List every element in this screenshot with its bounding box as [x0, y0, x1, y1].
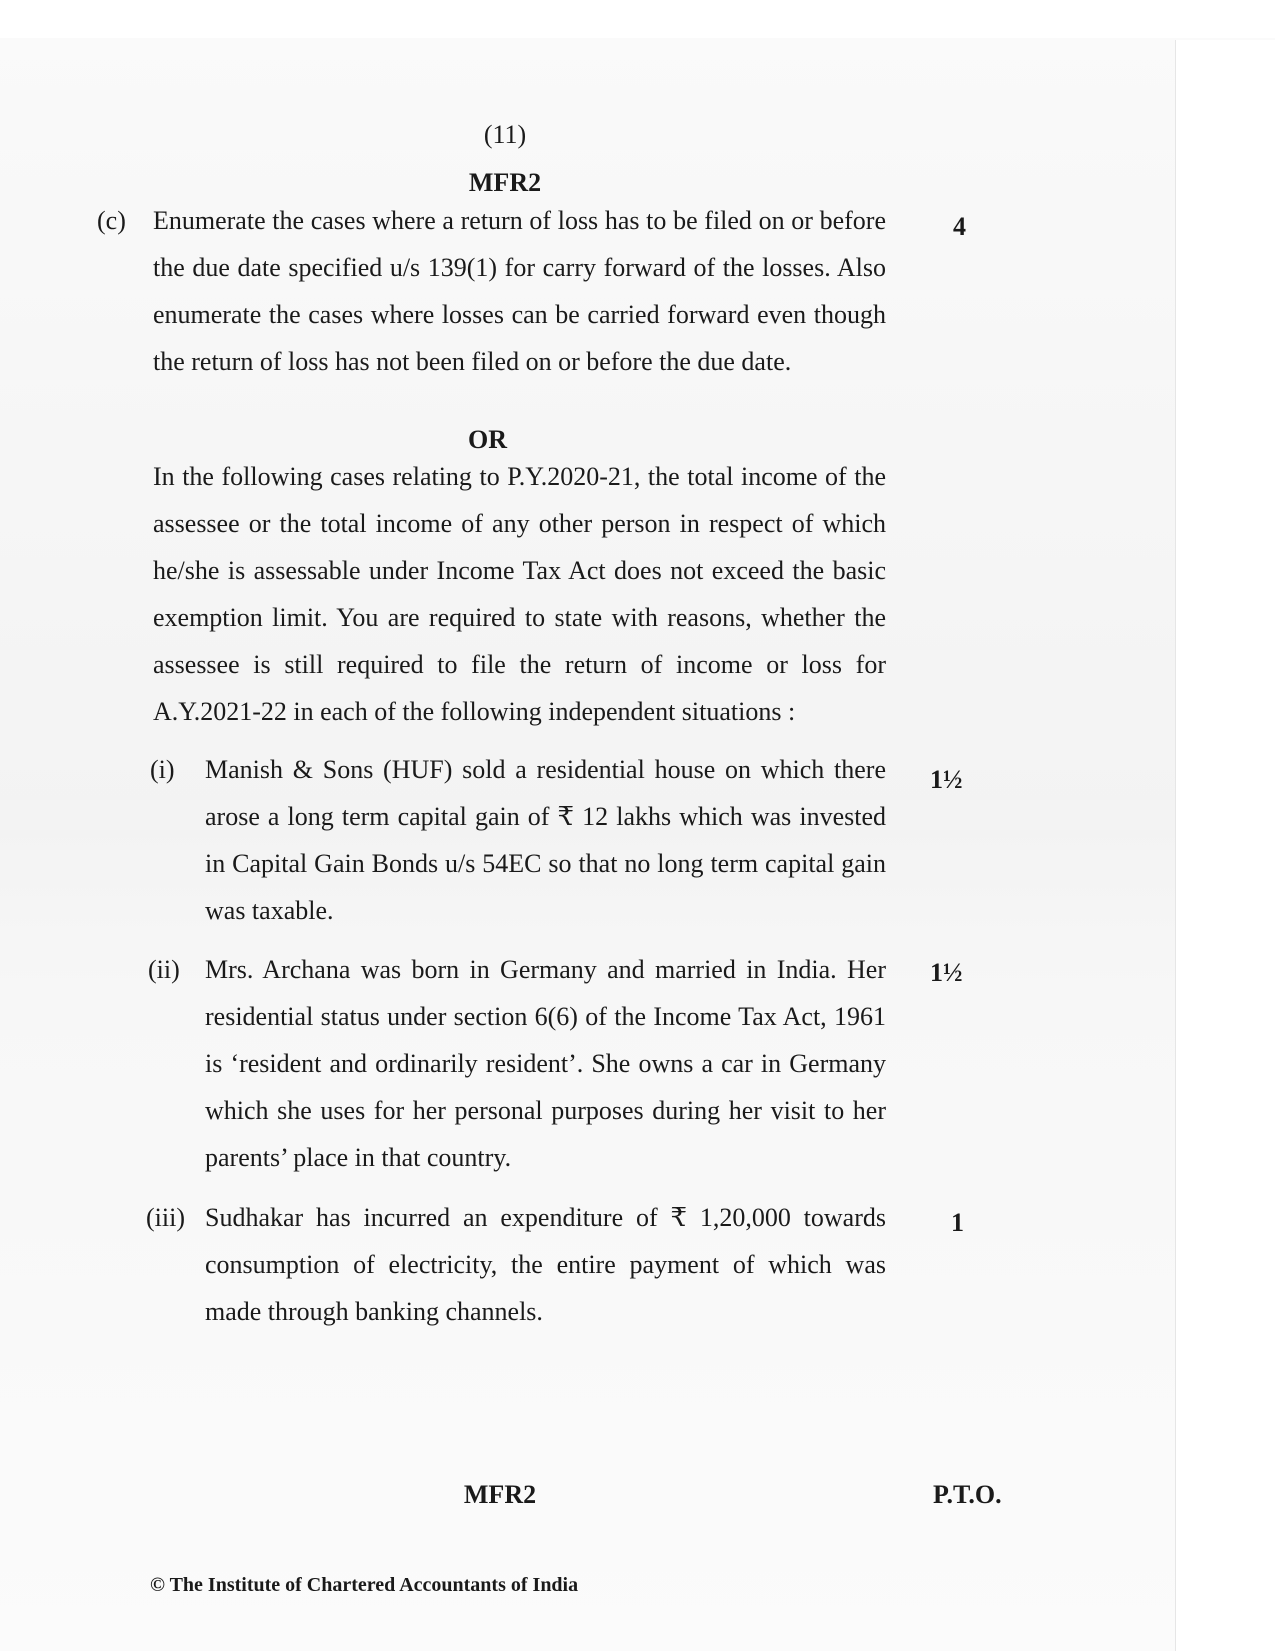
- alternative-line-2: assessee or the total income of any other person in respect of which: [153, 509, 886, 538]
- subquestion-iii-line-3: made through banking channels.: [205, 1297, 543, 1326]
- subquestion-iii-line-1: Sudhakar has incurred an expenditure of ₹ 1,20,000 towards: [205, 1203, 886, 1232]
- subquestion-ii-marks: 1½: [930, 958, 963, 987]
- subquestion-ii-label: (ii): [148, 955, 180, 984]
- question-c-marks: 4: [953, 212, 966, 241]
- alternative-line-1: In the following cases relating to P.Y.2020-21, the total income of the: [153, 462, 886, 491]
- page-number: (11): [483, 120, 527, 149]
- subquestion-i-line-3: in Capital Gain Bonds u/s 54EC so that no long term capital gain: [205, 849, 886, 878]
- alternative-line-3: he/she is assessable under Income Tax Act does not exceed the basic: [153, 556, 886, 585]
- top-margin-strip: [0, 0, 1275, 38]
- subquestion-iii-marks: 1: [951, 1208, 964, 1237]
- subquestion-i-line-1: Manish & Sons (HUF) sold a residential house on which there: [205, 755, 886, 784]
- alternative-line-5: assessee is still required to file the return of income or loss for: [153, 650, 886, 679]
- subquestion-ii-line-1: Mrs. Archana was born in Germany and married in India. Her: [205, 955, 886, 984]
- series-code-footer: MFR2: [463, 1480, 537, 1509]
- copyright-notice: © The Institute of Chartered Accountants of India: [150, 1574, 579, 1596]
- alternative-line-4: exemption limit. You are required to state with reasons, whether the: [153, 603, 886, 632]
- subquestion-ii-line-3: is ‘resident and ordinarily resident’. She owns a car in Germany: [205, 1049, 886, 1078]
- question-c-line-1: Enumerate the cases where a return of loss has to be filed on or before: [153, 206, 886, 235]
- question-c-line-3: enumerate the cases where losses can be carried forward even though: [153, 300, 886, 329]
- subquestion-iii-line-2: consumption of electricity, the entire payment of which was: [205, 1250, 886, 1279]
- series-code-header: MFR2: [468, 168, 542, 197]
- subquestion-ii-line-5: parents’ place in that country.: [205, 1143, 512, 1172]
- subquestion-ii-line-2: residential status under section 6(6) of the Income Tax Act, 1961: [205, 1002, 886, 1031]
- subquestion-i-label: (i): [150, 755, 175, 784]
- subquestion-iii-label: (iii): [146, 1203, 185, 1232]
- question-c-label: (c): [97, 206, 126, 235]
- subquestion-i-line-4: was taxable.: [205, 896, 334, 925]
- pto-label: P.T.O.: [933, 1480, 1002, 1509]
- or-divider: OR: [468, 425, 507, 454]
- subquestion-i-marks: 1½: [930, 765, 963, 794]
- subquestion-i-line-2: arose a long term capital gain of ₹ 12 lakhs which was invested: [205, 802, 886, 831]
- question-c-line-4: the return of loss has not been filed on or before the due date.: [153, 347, 792, 376]
- right-margin-strip: [1175, 40, 1275, 1651]
- alternative-line-6: A.Y.2021-22 in each of the following independent situations :: [153, 697, 796, 726]
- subquestion-ii-line-4: which she uses for her personal purposes during her visit to her: [205, 1096, 886, 1125]
- question-c-line-2: the due date specified u/s 139(1) for carry forward of the losses. Also: [153, 253, 886, 282]
